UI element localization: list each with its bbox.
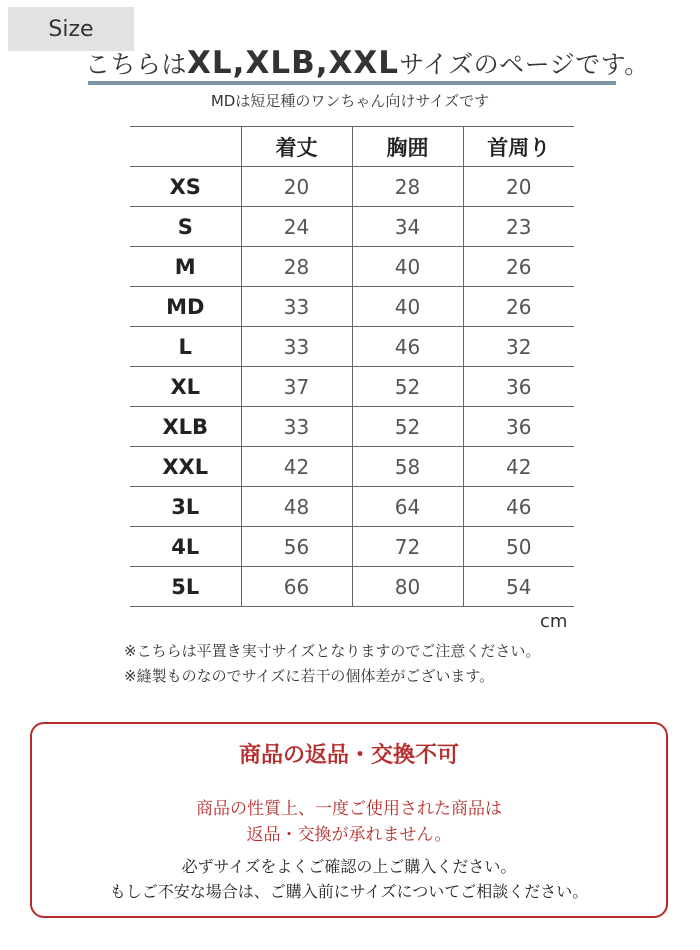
table-row [130, 207, 574, 247]
neck-cell: 23 [463, 207, 574, 247]
size-cell: XS [130, 167, 241, 207]
column-header-neck: 首周り [463, 127, 574, 167]
chest-cell: 46 [352, 327, 463, 367]
length-cell: 20 [241, 167, 352, 207]
table-row [130, 527, 574, 567]
notice-advice-line: もしご不安な場合は、ご購入前にサイズについてご相談ください。 [109, 882, 589, 901]
column-header-size [130, 127, 241, 167]
page-headline [85, 45, 650, 81]
table-row [130, 287, 574, 327]
neck-cell: 32 [463, 327, 574, 367]
size-chart-table [130, 126, 574, 607]
table-row [130, 487, 574, 527]
note-flat-measure: ※こちらは平置き実寸サイズとなりますのでご注意ください。 [124, 642, 541, 660]
length-cell: 66 [241, 567, 352, 607]
chest-cell: 40 [352, 287, 463, 327]
neck-cell: 42 [463, 447, 574, 487]
neck-cell: 20 [463, 167, 574, 207]
neck-cell: 50 [463, 527, 574, 567]
length-cell: 28 [241, 247, 352, 287]
neck-cell: 54 [463, 567, 574, 607]
size-cell: M [130, 247, 241, 287]
size-cell: S [130, 207, 241, 247]
length-cell: 24 [241, 207, 352, 247]
neck-cell: 46 [463, 487, 574, 527]
chest-cell: 72 [352, 527, 463, 567]
neck-cell: 26 [463, 247, 574, 287]
headline-suffix: サイズのページです。 [399, 50, 650, 79]
table-row [130, 367, 574, 407]
table-row [130, 447, 574, 487]
headline-sizes: XL,XLB,XXL [187, 45, 400, 81]
size-cell: MD [130, 287, 241, 327]
table-row [130, 407, 574, 447]
length-cell: 33 [241, 327, 352, 367]
chest-cell: 34 [352, 207, 463, 247]
notice-warning-line: 返品・交換が承れません。 [246, 825, 452, 845]
size-cell: 5L [130, 567, 241, 607]
table-row [130, 167, 574, 207]
headline-underline [88, 81, 616, 85]
length-cell: 56 [241, 527, 352, 567]
note-individual-difference: ※縫製ものなのでサイズに若干の個体差がございます。 [124, 667, 495, 685]
size-cell: 3L [130, 487, 241, 527]
md-note: MDは短足種のワンちゃん向けサイズです [210, 92, 490, 110]
size-cell: 4L [130, 527, 241, 567]
size-cell: XLB [130, 407, 241, 447]
chest-cell: 58 [352, 447, 463, 487]
chest-cell: 52 [352, 407, 463, 447]
length-cell: 37 [241, 367, 352, 407]
column-header-length: 着丈 [241, 127, 352, 167]
chest-cell: 28 [352, 167, 463, 207]
table-header-row [130, 127, 574, 167]
length-cell: 42 [241, 447, 352, 487]
neck-cell: 36 [463, 407, 574, 447]
notice-title: 商品の返品・交換不可 [238, 743, 459, 768]
chest-cell: 52 [352, 367, 463, 407]
length-cell: 33 [241, 407, 352, 447]
column-header-chest: 胸囲 [352, 127, 463, 167]
unit-label: cm [540, 611, 568, 632]
size-cell: XXL [130, 447, 241, 487]
chest-cell: 40 [352, 247, 463, 287]
length-cell: 33 [241, 287, 352, 327]
length-cell: 48 [241, 487, 352, 527]
notice-advice-line: 必ずサイズをよくご確認の上ご購入ください。 [181, 857, 517, 876]
no-return-notice [30, 722, 668, 918]
table-row [130, 327, 574, 367]
neck-cell: 36 [463, 367, 574, 407]
neck-cell: 26 [463, 287, 574, 327]
headline-prefix: こちらは [85, 50, 188, 79]
table-row [130, 567, 574, 607]
size-cell: XL [130, 367, 241, 407]
size-tab-label: Size [48, 16, 94, 42]
size-cell: L [130, 327, 241, 367]
table-row [130, 247, 574, 287]
chest-cell: 80 [352, 567, 463, 607]
notice-warning-line: 商品の性質上、一度ご使用された商品は [196, 799, 502, 819]
chest-cell: 64 [352, 487, 463, 527]
